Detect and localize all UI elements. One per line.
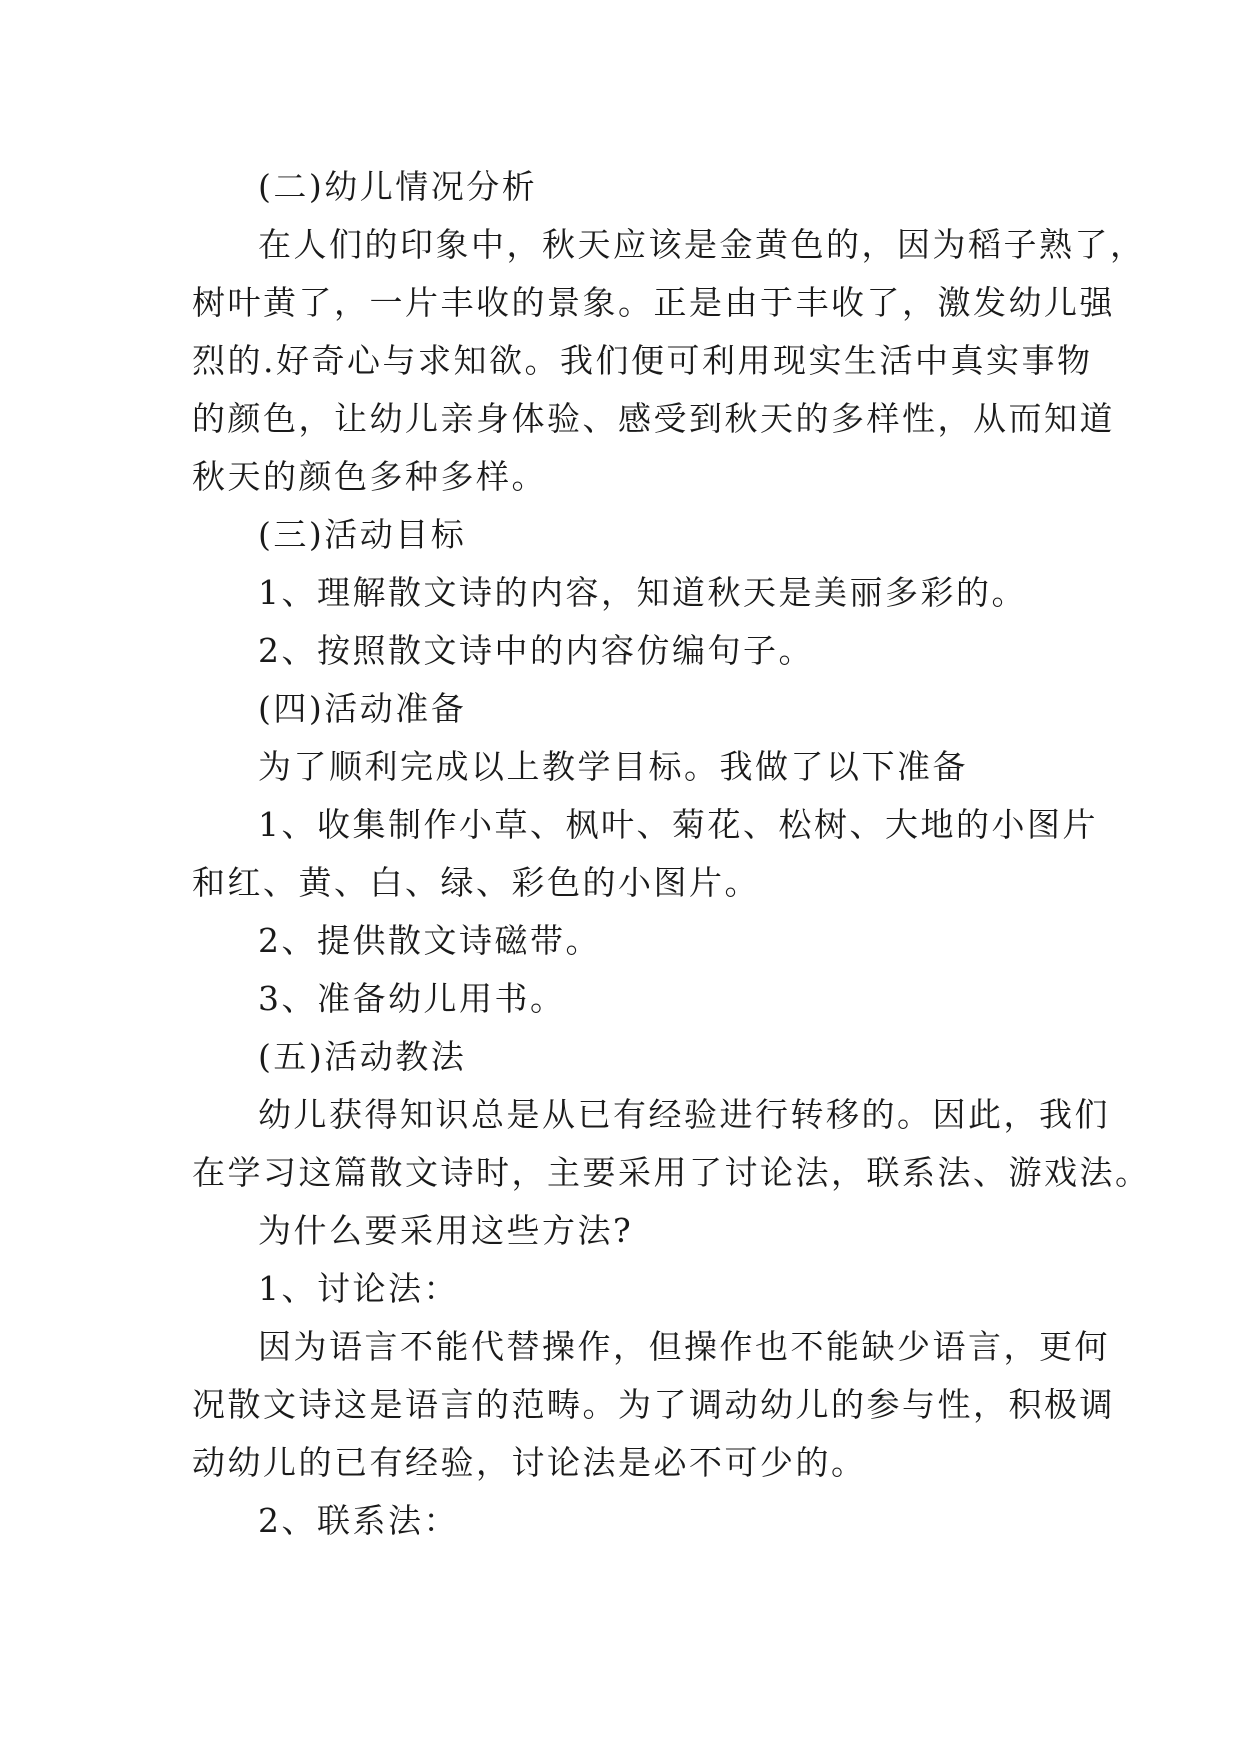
paragraph-line: 为什么要采用这些方法? bbox=[258, 1211, 634, 1250]
list-item: 1、讨论法： bbox=[258, 1269, 459, 1308]
paragraph-line: 在人们的印象中，秋天应该是金黄色的，因为稻子熟了， bbox=[258, 225, 1146, 264]
list-item: 3、准备幼儿用书。 bbox=[258, 979, 566, 1018]
section-heading-activity-goals: (三)活动目标 bbox=[258, 515, 467, 554]
paragraph-line: 树叶黄了，一片丰收的景象。正是由于丰收了，激发幼儿强 bbox=[192, 283, 1115, 322]
paragraph-line: 为了顺利完成以上教学目标。我做了以下准备 bbox=[258, 747, 968, 786]
list-item: 1、收集制作小草、枫叶、菊花、松树、大地的小图片 bbox=[258, 805, 1098, 844]
paragraph-line: 动幼儿的已有经验，讨论法是必不可少的。 bbox=[192, 1443, 867, 1482]
list-item-continuation: 和红、黄、白、绿、彩色的小图片。 bbox=[192, 863, 760, 902]
paragraph-line: 幼儿获得知识总是从已有经验进行转移的。因此，我们 bbox=[258, 1095, 1110, 1134]
list-item: 2、提供散文诗磁带。 bbox=[258, 921, 601, 960]
paragraph-line: 况散文诗这是语言的范畴。为了调动幼儿的参与性，积极调 bbox=[192, 1385, 1115, 1424]
section-heading-teaching-methods: (五)活动教法 bbox=[258, 1037, 467, 1076]
paragraph-line: 的颜色，让幼儿亲身体验、感受到秋天的多样性，从而知道 bbox=[192, 399, 1115, 438]
list-item: 2、联系法： bbox=[258, 1501, 459, 1540]
paragraph-line: 烈的.好奇心与求知欲。我们便可利用现实生活中真实事物 bbox=[192, 341, 1093, 380]
section-heading-child-analysis: (二)幼儿情况分析 bbox=[258, 167, 538, 206]
paragraph-line: 在学习这篇散文诗时，主要采用了讨论法，联系法、游戏法。 bbox=[192, 1153, 1151, 1192]
section-heading-activity-preparation: (四)活动准备 bbox=[258, 689, 467, 728]
document-body bbox=[192, 158, 1151, 1550]
list-item: 1、理解散文诗的内容，知道秋天是美丽多彩的。 bbox=[258, 573, 1027, 612]
paragraph-line: 因为语言不能代替操作，但操作也不能缺少语言，更何 bbox=[258, 1327, 1110, 1366]
paragraph-line: 秋天的颜色多种多样。 bbox=[192, 457, 547, 496]
list-item: 2、按照散文诗中的内容仿编句子。 bbox=[258, 631, 814, 670]
